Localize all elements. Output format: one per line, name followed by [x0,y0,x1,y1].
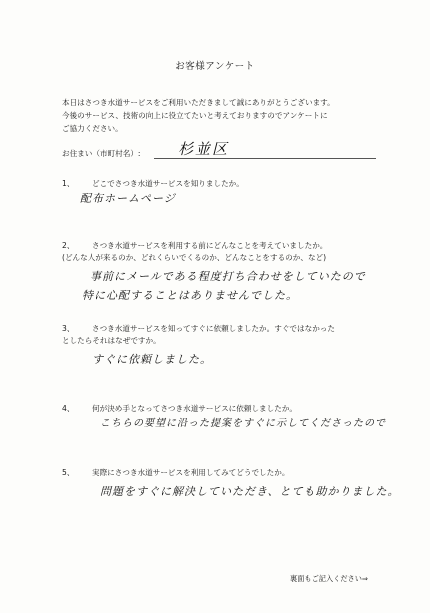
question-text: どこでさつき水道サービスを知りましたか。 [92,179,244,188]
question-number: 4、 [62,404,75,413]
question-subtext: としたらそれはなぜですか。 [62,336,161,345]
question-number: 1、 [62,179,75,188]
answer-2-line-2: 特に心配することはありませんでした。 [82,289,298,302]
intro-text [62,96,392,135]
question-text: 何が決め手となってさつき水道サービスに依頼しましたか。 [92,404,298,413]
intro-line: ご協力ください。 [62,124,123,133]
question-number: 5、 [62,468,75,477]
answer-1: 配布ホームページ [80,192,176,205]
answer-4: こちらの要望に沿った提案をすぐに示してくださったので [100,418,386,429]
address-row [62,138,392,158]
answer-3: すぐに依頼しました。 [92,353,212,366]
question-number: 2、 [62,241,75,250]
footer-note: 裏面もご記入ください⇒ [290,574,368,583]
address-answer: 杉並区 [178,140,230,158]
question-text: さつき水道サービスを知ってすぐに依頼しましたか。すぐではなかった [92,324,335,333]
question-text: 実際にさつき水道サービスを利用してみてどうでしたか。 [92,468,290,477]
answer-5: 問題をすぐに解決していただき、とても助かりました。 [100,485,400,498]
page-title: お客様アンケート [175,61,255,72]
question-number: 3、 [62,324,75,333]
question-text: さつき水道サービスを利用する前にどんなことを考えていましたか。 [92,241,328,250]
answer-2-line-1: 事前にメールである程度打ち合わせをしていたので [90,270,366,283]
intro-line: 本日はさつき水道サービスをご利用いただきまして誠にありがとうございます。 [62,98,335,107]
address-label: お住まい（市町村名）: [62,149,141,158]
intro-line: 今後のサービス、技術の向上に役立てたいと考えておりますのでアンケートに [62,111,328,120]
question-subtext: (どんな人が来るのか、どれくらいでくるのか、どんなことをするのか、など) [62,253,327,262]
